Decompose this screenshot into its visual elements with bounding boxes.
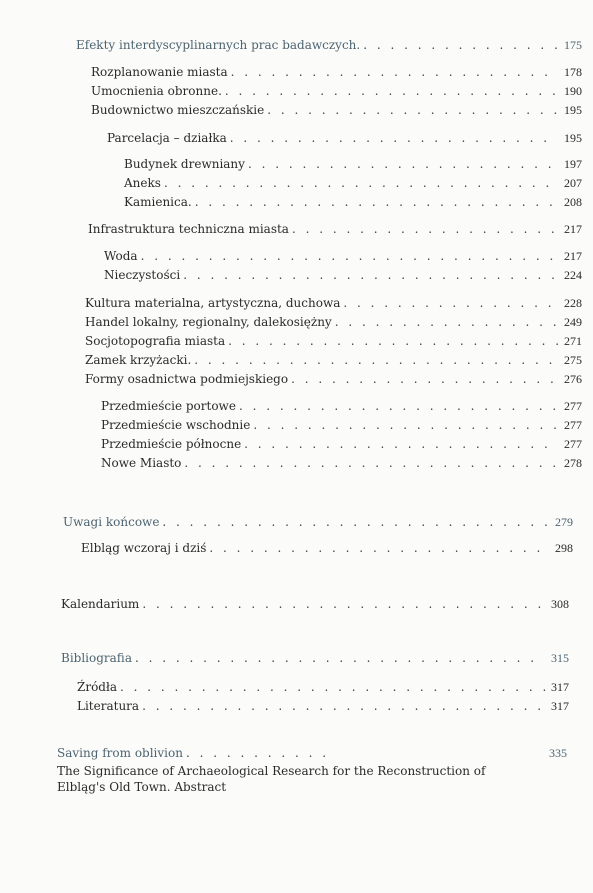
dot-leader: [135, 651, 545, 665]
toc-entry-infrastruktura[interactable]: [88, 222, 582, 236]
toc-entry-zrodla[interactable]: [77, 680, 569, 694]
toc-entry-parcelacja[interactable]: [107, 131, 582, 145]
toc-entry-rozplanowanie[interactable]: [91, 65, 582, 79]
toc-page-number: 279: [555, 515, 573, 529]
toc-page-number: 317: [551, 680, 569, 694]
toc-page-number: 195: [564, 131, 582, 145]
toc-label: Rozplanowanie miasta: [91, 65, 228, 79]
toc-label: Bibliografia: [61, 651, 132, 665]
dot-leader: [244, 437, 558, 451]
toc-entry-literatura[interactable]: [77, 699, 569, 713]
toc-entry-przedmiescie-wschodnie[interactable]: [101, 418, 582, 432]
dot-leader: [239, 399, 558, 413]
toc-entry-nowe-miasto[interactable]: [101, 456, 582, 470]
dot-leader: [291, 372, 558, 386]
toc-label: Kultura materialna, artystyczna, duchowa: [85, 296, 341, 310]
dot-leader: [164, 176, 558, 190]
dot-leader: [183, 268, 558, 282]
toc-label: Infrastruktura techniczna miasta: [88, 222, 289, 236]
toc-entry-budownictwo[interactable]: [91, 103, 582, 117]
toc-page-number: 217: [564, 222, 582, 236]
dot-leader: [186, 746, 336, 760]
toc-label: Literatura: [77, 699, 140, 713]
toc-label: Przedmieście północne: [101, 437, 242, 451]
toc-label: Budownictwo mieszczańskie: [91, 103, 265, 117]
toc-page-number: 315: [551, 651, 569, 665]
dot-leader: [141, 249, 558, 263]
toc-page-number: 277: [564, 437, 582, 451]
toc-page-number: 224: [564, 268, 582, 282]
dot-leader: [230, 131, 558, 145]
toc-page-number: 277: [564, 418, 582, 432]
toc-entry-kalendarium[interactable]: [61, 597, 569, 611]
toc-entry-efekty[interactable]: [76, 38, 582, 52]
toc-label: Kalendarium: [61, 597, 140, 611]
toc-page-number: 335: [549, 746, 567, 760]
toc-entry-kultura[interactable]: [85, 296, 582, 310]
toc-label: Budynek drewniany: [124, 157, 245, 171]
dot-leader: [209, 541, 549, 555]
toc-entry-saving-from-oblivion[interactable]: [57, 746, 567, 760]
dot-leader: [225, 84, 558, 98]
dot-leader: [184, 456, 558, 470]
dot-leader: [248, 157, 558, 171]
dot-leader: [292, 222, 558, 236]
toc-entry-formy-osadnictwa[interactable]: [85, 372, 582, 386]
toc-page-number: 208: [564, 195, 582, 209]
dot-leader: [120, 680, 545, 694]
toc-entry-przedmiescie-polnocne[interactable]: [101, 437, 582, 451]
toc-entry-handel[interactable]: [85, 315, 582, 329]
toc-page-number: 197: [564, 157, 582, 171]
toc-label: Aneks: [124, 176, 161, 190]
toc-label: Efekty interdyscyplinarnych prac badawczych.: [76, 38, 361, 52]
toc-label: Zamek krzyżacki.: [85, 353, 192, 367]
toc-entry-kamienica[interactable]: [124, 195, 582, 209]
toc-page-number: 217: [564, 249, 582, 263]
toc-label: Formy osadnictwa podmiejskiego: [85, 372, 289, 386]
abstract-title: The Significance of Archaeological Research for the Reconstruction of Elbląg's Old Town. Abstract: [57, 764, 486, 794]
toc-entry-zamek[interactable]: [85, 353, 582, 367]
toc-page-number: 207: [564, 176, 582, 190]
toc-entry-uwagi-koncowe[interactable]: [63, 515, 573, 529]
dot-leader: [335, 315, 558, 329]
toc-page-number: 249: [564, 315, 582, 329]
toc-page-number: 298: [555, 541, 573, 555]
toc-label: Źródła: [77, 680, 118, 694]
dot-leader: [162, 515, 549, 529]
toc-entry-nieczystosci[interactable]: [104, 268, 582, 282]
toc-page-number: 317: [551, 699, 569, 713]
toc-page-number: 228: [564, 296, 582, 310]
toc-label: Socjotopografia miasta: [85, 334, 226, 348]
dot-leader: [228, 334, 558, 348]
toc-label: Saving from oblivion: [57, 746, 183, 760]
toc-page-number: 175: [564, 38, 582, 52]
toc-entry-aneks[interactable]: [124, 176, 582, 190]
toc-label: Uwagi końcowe: [63, 515, 160, 529]
toc-label: Nowe Miasto: [101, 456, 182, 470]
toc-label: Nieczystości: [104, 268, 181, 282]
dot-leader: [253, 418, 558, 432]
dot-leader: [195, 195, 558, 209]
toc-page-number: 190: [564, 84, 582, 98]
toc-label: Handel lokalny, regionalny, dalekosiężny: [85, 315, 332, 329]
toc-page-number: 275: [564, 353, 582, 367]
dot-leader: [267, 103, 558, 117]
toc-entry-elblag-wczoraj[interactable]: [81, 541, 573, 555]
toc-page-number: 308: [551, 597, 569, 611]
toc-label: Przedmieście wschodnie: [101, 418, 251, 432]
dot-leader: [231, 65, 558, 79]
toc-page-number: 278: [564, 456, 582, 470]
toc-label: Przedmieście portowe: [101, 399, 236, 413]
dot-leader: [363, 38, 558, 52]
dot-leader: [142, 597, 545, 611]
toc-entry-woda[interactable]: [104, 249, 582, 263]
toc-entry-przedmiescie-portowe[interactable]: [101, 399, 582, 413]
toc-label: Kamienica.: [124, 195, 192, 209]
toc-page-number: 276: [564, 372, 582, 386]
toc-entry-socjotopografia[interactable]: [85, 334, 582, 348]
toc-entry-bibliografia[interactable]: [61, 651, 569, 665]
dot-leader: [194, 353, 558, 367]
toc-entry-budynek-drewniany[interactable]: [124, 157, 582, 171]
toc-page-number: 178: [564, 65, 582, 79]
dot-leader: [343, 296, 558, 310]
toc-entry-umocnienia[interactable]: [91, 84, 582, 98]
toc-label: Umocnienia obronne.: [91, 84, 222, 98]
toc-label: Elbląg wczoraj i dziś: [81, 541, 207, 555]
toc-page-number: 195: [564, 103, 582, 117]
toc-page-number: 271: [564, 334, 582, 348]
toc-label: Woda: [104, 249, 138, 263]
toc-label: Parcelacja – działka: [107, 131, 227, 145]
dot-leader: [142, 699, 545, 713]
toc-page-number: 277: [564, 399, 582, 413]
